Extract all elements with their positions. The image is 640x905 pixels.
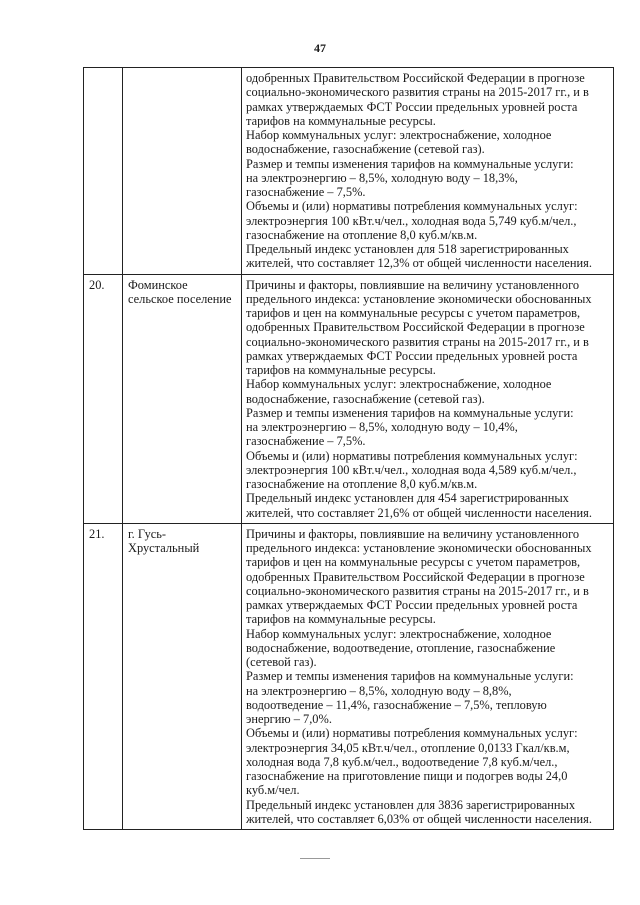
row-number: 21. xyxy=(84,523,123,829)
row-number xyxy=(84,68,123,275)
municipality-name-line: сельское поселение xyxy=(128,291,232,306)
description-line: энергию – 7,0%. xyxy=(246,712,332,726)
description-line: социально-экономического развития страны на 2015-2017 гг., и в xyxy=(246,85,589,100)
description-line: Причины и факторы, повлиявшие на величину установленного xyxy=(246,277,580,292)
description-line: на электроэнергию – 8,5%, холодную воду – 10,4%, xyxy=(246,420,518,434)
municipality-name-line: Хрустальный xyxy=(128,541,200,555)
table-row xyxy=(84,68,614,275)
description-line: предельного индекса: установление экономически обоснованных xyxy=(246,541,592,555)
index-description xyxy=(242,68,614,275)
tariff-index-table xyxy=(83,67,614,830)
description-line: газоснабжение на приготовление пищи и подогрев воды 24,0 xyxy=(246,769,568,783)
description-line: Предельный индекс установлен для 3836 зарегистрированных xyxy=(246,797,576,812)
description-line: водоотведение – 11,4%, газоснабжение – 7,5%, тепловую xyxy=(246,697,547,712)
description-line: (сетевой газ). xyxy=(246,655,317,669)
description-line: жителей, что составляет 6,03% от общей численности населения. xyxy=(246,811,592,826)
description-line: тарифов и цен на коммунальные ресурсы с учетом параметров, xyxy=(246,555,581,570)
description-line: Предельный индекс установлен для 454 зарегистрированных xyxy=(246,491,569,506)
description-line: газоснабжение – 7,5%. xyxy=(246,434,366,449)
footer-mark xyxy=(300,858,330,859)
table-row xyxy=(84,523,614,829)
description-line: предельного индекса: установление экономически обоснованных xyxy=(246,291,592,306)
description-line: одобренных Правительством Российской Федерации в прогнозе xyxy=(246,71,585,85)
description-line: Объемы и (или) нормативы потребления коммунальных услуг: xyxy=(246,199,578,214)
table-row xyxy=(84,274,614,523)
description-line: одобренных Правительством Российской Федерации в прогнозе xyxy=(246,569,585,584)
description-line: жителей, что составляет 12,3% от общей численности населения. xyxy=(246,256,592,271)
description-line: жителей, что составляет 21,6% от общей численности населения. xyxy=(246,505,592,520)
description-line: тарифов на коммунальные ресурсы. xyxy=(246,612,436,627)
description-line: рамках утверждаемых ФСТ России предельных уровней роста xyxy=(246,348,578,363)
description-line: электроэнергия 34,05 кВт.ч/чел., отопление 0,0133 Гкал/кв.м, xyxy=(246,740,570,755)
description-line: Набор коммунальных услуг: электроснабжение, холодное xyxy=(246,626,552,641)
municipality-name xyxy=(123,523,242,829)
description-line: одобренных Правительством Российской Федерации в прогнозе xyxy=(246,320,585,335)
description-line: на электроэнергию – 8,5%, холодную воду – 18,3%, xyxy=(246,170,518,185)
table-body xyxy=(84,68,614,830)
index-description xyxy=(242,274,614,523)
description-line: холодная вода 7,8 куб.м/чел., водоотведение 7,8 куб.м/чел., xyxy=(246,754,558,769)
description-line: куб.м/чел. xyxy=(246,783,300,798)
description-line: Размер и темпы изменения тарифов на коммунальные услуги: xyxy=(246,405,574,420)
description-line: на электроэнергию – 8,5%, холодную воду – 8,8%, xyxy=(246,683,512,698)
description-line: газоснабжение на отопление 8,0 куб.м/кв.м. xyxy=(246,477,478,491)
page-number: 47 xyxy=(314,41,326,55)
description-line: водоснабжение, водоотведение, отопление, газоснабжение xyxy=(246,640,556,655)
description-line: Набор коммунальных услуг: электроснабжение, холодное xyxy=(246,128,552,142)
description-line: Объемы и (или) нормативы потребления коммунальных услуг: xyxy=(246,448,578,463)
description-line: тарифов на коммунальные ресурсы. xyxy=(246,363,436,377)
row-number: 20. xyxy=(84,274,123,523)
description-line: Набор коммунальных услуг: электроснабжение, холодное xyxy=(246,377,552,392)
description-line: Предельный индекс установлен для 518 зарегистрированных xyxy=(246,242,569,256)
description-line: рамках утверждаемых ФСТ России предельных уровней роста xyxy=(246,99,578,114)
description-line: газоснабжение на отопление 8,0 куб.м/кв.м. xyxy=(246,227,478,242)
municipality-name-line: г. Гусь- xyxy=(128,526,167,541)
description-line: Размер и темпы изменения тарифов на коммунальные услуги: xyxy=(246,669,574,684)
description-line: Причины и факторы, повлиявшие на величину установленного xyxy=(246,526,580,541)
description-line: Размер и темпы изменения тарифов на коммунальные услуги: xyxy=(246,156,574,171)
description-line: газоснабжение – 7,5%. xyxy=(246,185,366,199)
description-line: водоснабжение, газоснабжение (сетевой газ). xyxy=(246,391,485,406)
description-line: Объемы и (или) нормативы потребления коммунальных услуг: xyxy=(246,726,578,741)
municipality-name xyxy=(123,274,242,523)
index-description xyxy=(242,523,614,829)
description-line: социально-экономического развития страны на 2015-2017 гг., и в xyxy=(246,334,589,349)
description-line: электроэнергия 100 кВт.ч/чел., холодная вода 4,589 куб.м/чел., xyxy=(246,462,577,477)
description-line: социально-экономического развития страны на 2015-2017 гг., и в xyxy=(246,583,589,598)
description-line: тарифов и цен на коммунальные ресурсы с учетом параметров, xyxy=(246,306,581,320)
description-line: водоснабжение, газоснабжение (сетевой газ). xyxy=(246,142,485,157)
description-line: тарифов на коммунальные ресурсы. xyxy=(246,113,436,128)
municipality-name xyxy=(123,68,242,275)
description-line: электроэнергия 100 кВт.ч/чел., холодная вода 5,749 куб.м/чел., xyxy=(246,213,577,228)
municipality-name-line: Фоминское xyxy=(128,277,188,292)
description-line: рамках утверждаемых ФСТ России предельных уровней роста xyxy=(246,598,578,612)
